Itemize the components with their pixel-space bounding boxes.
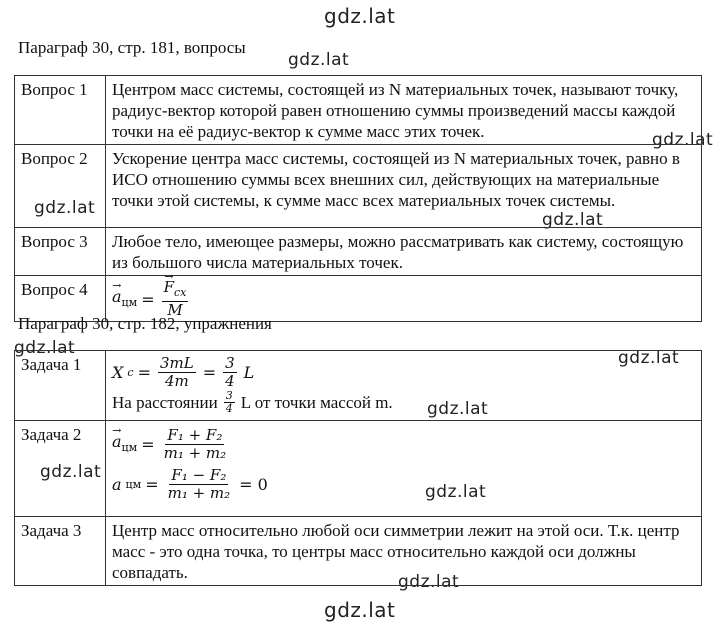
table-row [15, 517, 702, 586]
row-label: Вопрос 1 [15, 76, 106, 145]
watermark-bottom: gdz.lat [324, 598, 396, 622]
row-label: Задача 1 [15, 351, 106, 421]
row-label: Вопрос 4 [15, 276, 106, 322]
row-label: Вопрос 2 [15, 145, 106, 228]
row-answer: Центр масс относительно любой оси симметрии лежит на этой оси. Т.к. центр масс - это одна точка, то центры масс относительно каждой оси должны совпадать. [106, 517, 702, 586]
row-answer: Любое тело, имеющее размеры, можно рассматривать как систему, состоящую из большого числа материальных точек. [106, 228, 702, 276]
watermark: gdz.lat [652, 130, 714, 150]
row-answer [106, 351, 702, 421]
fraction: → $\frac{F_{сх}}{M}$ [162, 279, 189, 319]
table-row [15, 228, 702, 276]
formula: a цм = $\frac{\text{F₁ − F₂}}{\text{m₁ + m₂}}$ = 0 [112, 465, 268, 502]
row-label: Задача 2 [15, 421, 106, 517]
answer-text: На расстоянии $\frac{3}{4}$ L от точки массой m. [112, 389, 393, 415]
section2-heading: Параграф 30, стр. 182, упражнения [18, 314, 272, 333]
table-row [15, 421, 702, 517]
row-answer: Центром масс системы, состоящей из N материальных точек, называют точку, радиус-вектор которой равен отношению суммы произведений массы каждой точки на её радиус-вектор к сумме масс этих точек. [106, 76, 702, 145]
watermark: gdz.lat [288, 50, 350, 70]
watermark: gdz.lat [34, 198, 96, 218]
watermark: gdz.lat [427, 399, 489, 419]
watermark: gdz.lat [398, 572, 460, 592]
questions-table [14, 75, 702, 322]
watermark: gdz.lat [14, 338, 76, 358]
row-answer: Ускорение центра масс системы, состоящей из N материальных точек, равно в ИСО отношению суммы всех внешних сил, действующих на материальные точки этой системы, к сумме масс всех материальных точек системы. [106, 145, 702, 228]
formula: → $a_{цм}$ = $\frac{\text{F₁ + F₂}}{\text{m₁ + m₂}}$ [112, 424, 695, 464]
row-label: Задача 3 [15, 517, 106, 586]
watermark: gdz.lat [542, 210, 604, 230]
watermark: gdz.lat [618, 348, 680, 368]
watermark-top: gdz.lat [324, 4, 396, 28]
row-label: Вопрос 3 [15, 228, 106, 276]
watermark: gdz.lat [40, 462, 102, 482]
formula: → $a_{цм}$ = → $\frac{F_{сх}}{M}$ [112, 279, 695, 319]
exercises-table [14, 350, 702, 586]
section1-heading: Параграф 30, стр. 181, вопросы [18, 38, 246, 57]
table-row [15, 145, 702, 228]
row-answer [106, 421, 702, 517]
formula: X c = $\frac{3mL}{4m}$ = $\frac{3}{4}$ L [112, 353, 255, 390]
watermark: gdz.lat [425, 482, 487, 502]
table-row [15, 76, 702, 145]
table-row [15, 351, 702, 421]
